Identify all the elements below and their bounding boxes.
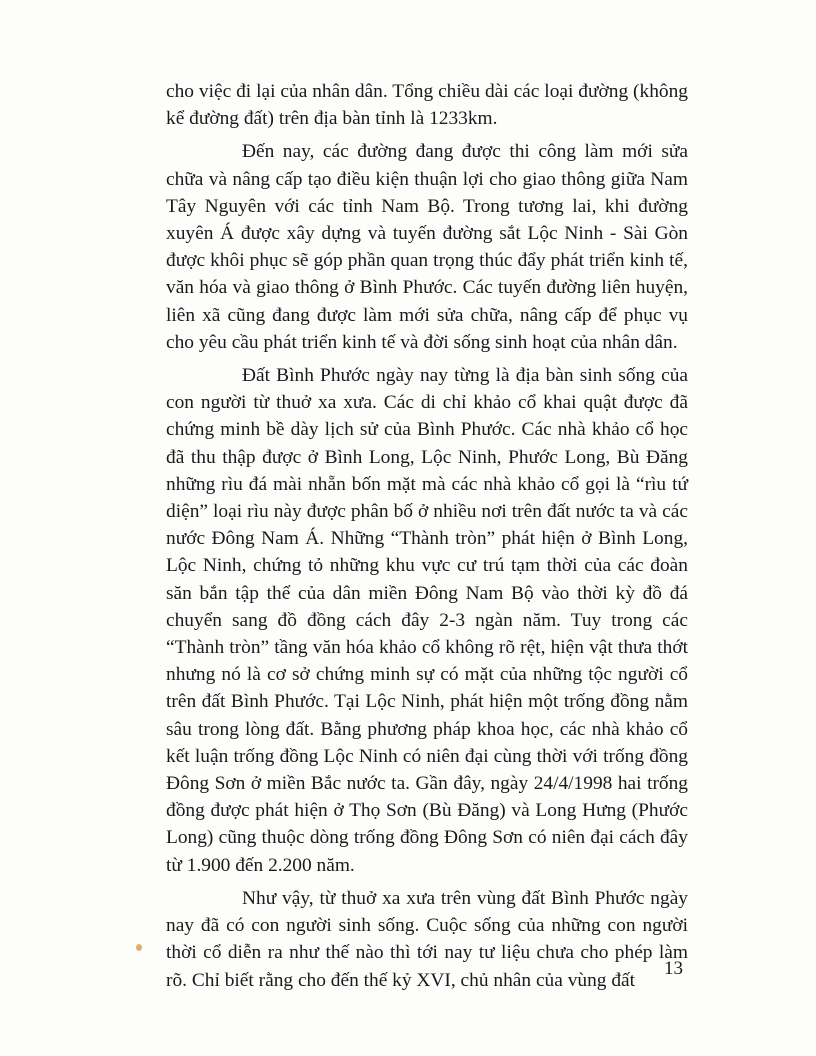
body-text [166,78,688,1000]
paper-speck [136,944,142,951]
paragraph-1: cho việc đi lại của nhân dân. Tổng chiều dài các loại đường (không kể đường đất) trên địa bàn tỉnh là 1233km. [166,81,688,130]
paragraph-3: Đất Bình Phước ngày nay từng là địa bàn sinh sống của con người từ thuở xa xưa. Các di chỉ khảo cổ khai quật được đã chứng minh bề dày lịch sử của Bình Phước. Các nhà khảo cổ học đã thu thập được ở Bình Long, Lộc Ninh, Phước Long, Bù Đăng những rìu đá mài nhẵn bốn mặt mà các nhà khảo cổ gọi là “rìu tứ diện” loại rìu này được phân bố ở nhiều nơi trên đất nước ta và các nước Đông Nam Á. Những “Thành tròn” phát hiện ở Bình Long, Lộc Ninh, chứng tỏ những khu vực cư trú tạm thời của các đoàn săn bắn tập thể của dân miền Đông Nam Bộ vào thời kỳ đồ đá chuyển sang đồ đồng cách đây 2-3 ngàn năm. Tuy trong các “Thành tròn” tầng văn hóa khảo cổ không rõ rệt, hiện vật thưa thớt nhưng nó là cơ sở chứng minh sự có mặt của những tộc người cổ trên đất Bình Phước. Tại Lộc Ninh, phát hiện một trống đồng nằm sâu trong lòng đất. Bằng phương pháp khoa học, các nhà khảo cổ kết luận trống đồng Lộc Ninh có niên đại cùng thời với trống đồng Đông Sơn ở miền Bắc nước ta. Gần đây, ngày 24/4/1998 hai trống đồng được phát hiện ở Thọ Sơn (Bù Đăng) và Long Hưng (Phước Long) cũng thuộc dòng trống đồng Đông Sơn có niên đại cách đây từ 1.900 đến 2.200 năm. [166,365,688,876]
page-number: 13 [664,958,683,979]
paragraph-2: Đến nay, các đường đang được thi công làm mới sửa chữa và nâng cấp tạo điều kiện thuận lợi cho giao thông giữa Nam Tây Nguyên với các tỉnh Nam Bộ. Trong tương lai, khi đường xuyên Á được xây dựng và tuyến đường sắt Lộc Ninh - Sài Gòn được khôi phục sẽ góp phần quan trọng thúc đẩy phát triển kinh tế, văn hóa và giao thông ở Bình Phước. Các tuyến đường liên huyện, liên xã cũng đang được làm mới sửa chữa, nâng cấp để phục vụ cho yêu cầu phát triển kinh tế và đời sống sinh hoạt của nhân dân. [166,141,688,353]
paragraph-4: Như vậy, từ thuở xa xưa trên vùng đất Bình Phước ngày nay đã có con người sinh sống. Cuộc sống của những con người thời cổ diễn ra như thế nào thì tới nay tư liệu chưa cho phép làm rõ. Chỉ biết rằng cho đến thế kỷ XVI, chủ nhân của vùng đất [166,887,688,991]
